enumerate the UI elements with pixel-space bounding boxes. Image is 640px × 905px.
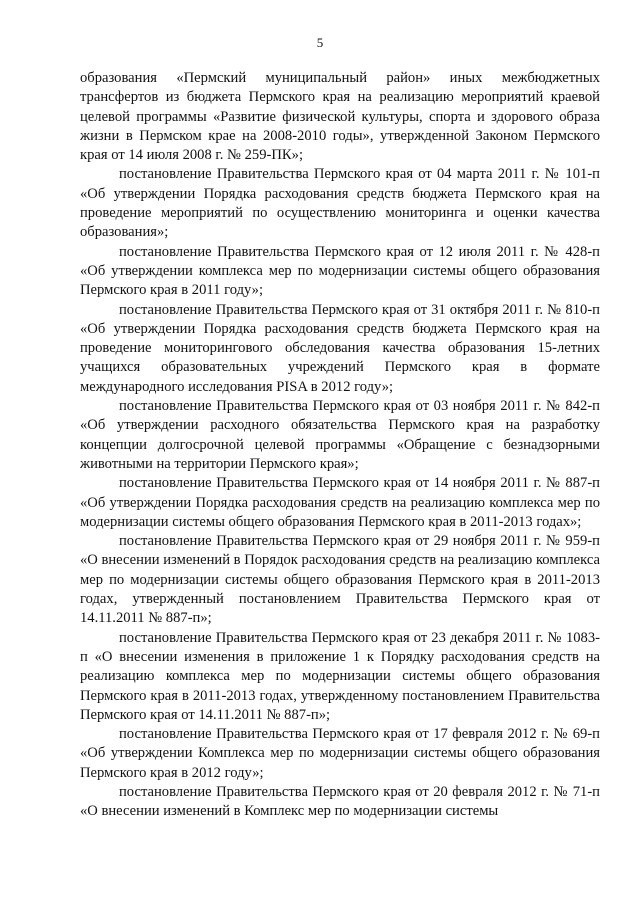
paragraph-resolution-810: постановление Правительства Пермского края от 31 октября 2011 г. № 810-п «Об утверждении Порядка расходования средств бюджета Пермского края на проведение мониторингового обследования качества образования 15-летних учащихся образовательных учреждений Пермского края в формате международного исследования PISA в 2012 году»; (80, 301, 600, 395)
paragraph-resolution-101: постановление Правительства Пермского края от 04 марта 2011 г. № 101-п «Об утверждении Порядка расходования средств бюджета Пермского края на проведение мероприятий по осуществлению мониторинга и оценки качества образования»; (80, 166, 600, 241)
paragraph-resolution-71: постановление Правительства Пермского края от 20 февраля 2012 г. № 71-п «О внесении изменений в Комплекс мер по модернизации системы (80, 783, 600, 820)
paragraph-resolution-887: постановление Правительства Пермского края от 14 ноября 2011 г. № 887-п «Об утверждении Порядка расходования средств на реализацию комплекса мер по модернизации системы общего образования Пермского края в 2011-2013 годах»; (80, 475, 600, 530)
paragraph-resolution-1083: постановление Правительства Пермского края от 23 декабря 2011 г. № 1083-п «О внесении изменения в приложение 1 к Порядку расходования средств на реализацию комплекса мер по модернизации системы общего образования Пермского края в 2011-2013 годах, утвержденному постановлением Правительства Пермского края от 14.11.2011 № 887-п»; (80, 629, 600, 723)
paragraph-resolution-69: постановление Правительства Пермского края от 17 февраля 2012 г. № 69-п «Об утверждении Комплекса мер по модернизации системы общего образования Пермского края в 2012 году»; (80, 726, 600, 781)
page-number: 5 (316, 35, 324, 50)
document-body (80, 69, 600, 822)
paragraph-continued: образования «Пермский муниципальный район» иных межбюджетных трансфертов из бюджета Пермского края на реализацию мероприятий краевой целевой программы «Развитие физической культуры, спорта и здорового образа жизни в Пермском крае на 2008-2010 годы», утвержденной Законом Пермского края от 14 июля 2008 г. № 259-ПК»; (80, 70, 600, 164)
paragraph-resolution-428: постановление Правительства Пермского края от 12 июля 2011 г. № 428-п «Об утверждении комплекса мер по модернизации системы общего образования Пермского края в 2011 году»; (80, 243, 600, 299)
paragraph-resolution-959: постановление Правительства Пермского края от 29 ноября 2011 г. № 959-п «О внесении изменений в Порядок расходования средств на реализацию комплекса мер по модернизации системы общего образования Пермского края в 2011-2013 годах, утвержденный постановлением Правительства Пермского края от 14.11.2011 № 887-п»; (80, 533, 600, 627)
paragraph-resolution-842: постановление Правительства Пермского края от 03 ноября 2011 г. № 842-п «Об утверждении расходного обязательства Пермского края на разработку концепции долгосрочной целевой программы «Обращение с безнадзорными животными на территории Пермского края»; (80, 398, 600, 472)
